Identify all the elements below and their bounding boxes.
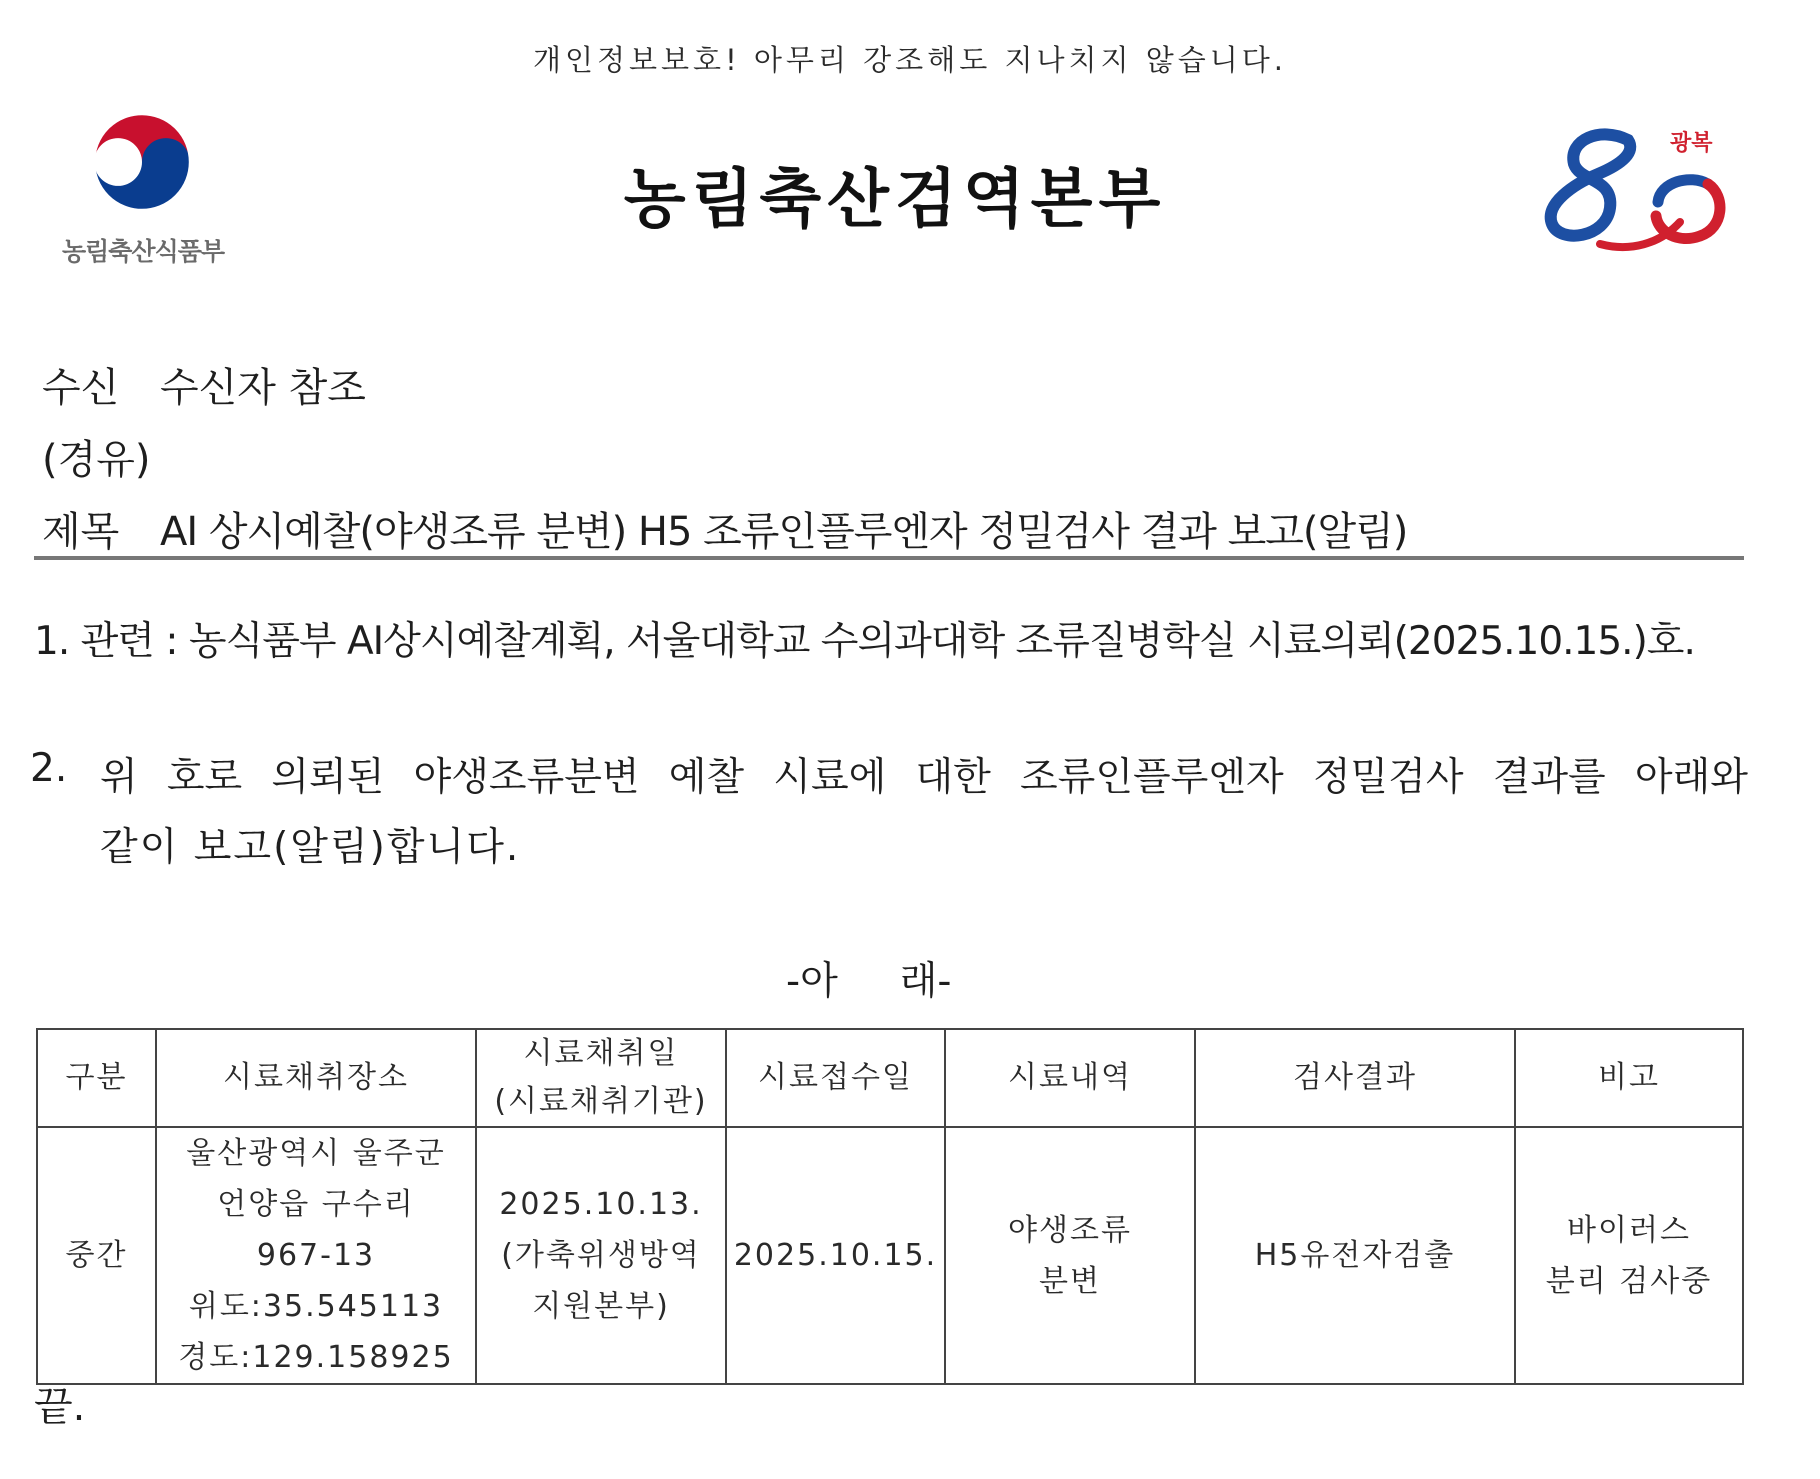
ministry-name: 농림축산식품부 — [61, 237, 225, 266]
cell-location: 울산광역시 울주군 언양읍 구수리 967-13 위도:35.545113 경도:129.158925 — [156, 1127, 476, 1384]
table-row — [37, 1127, 1743, 1384]
cell-collection-date: 2025.10.13. (가축위생방역 지원본부) — [476, 1127, 726, 1384]
subject-line — [42, 500, 1407, 557]
liberation-80th-logo — [1540, 112, 1740, 266]
header-result: 검사결과 — [1195, 1029, 1515, 1127]
header-sample: 시료내역 — [945, 1029, 1195, 1127]
para2-word: 정밀검사 — [1312, 755, 1464, 800]
para2-word: 야생조류분변 — [413, 755, 640, 800]
paragraph-2-number: 2. — [30, 746, 68, 791]
notice-heading: -아 래- — [786, 959, 952, 1004]
table-header-row — [37, 1029, 1743, 1127]
para2-word: 의뢰된 — [271, 755, 385, 800]
subject-label: 제목 — [42, 509, 120, 555]
agency-title: 농림축산검역본부 — [623, 163, 1167, 237]
end-mark: 끝. — [34, 1384, 86, 1430]
para2-word: 대한 — [915, 755, 991, 800]
para2-word: 시료에 — [773, 755, 887, 800]
recipient-line — [42, 356, 366, 413]
paragraph-2-line-2: 같이 보고(알림)합니다. — [100, 825, 521, 870]
cell-received-date: 2025.10.15. — [726, 1127, 945, 1384]
cell-sample: 야생조류 분변 — [945, 1127, 1195, 1384]
header-category: 구분 — [37, 1029, 156, 1127]
para2-word: 호로 — [166, 755, 243, 800]
cell-result: H5유전자검출 — [1195, 1127, 1515, 1384]
header-location: 시료채취장소 — [156, 1029, 476, 1127]
recipient-value: 수신자 참조 — [160, 365, 366, 411]
anniversary-80-emblem-icon — [1540, 112, 1740, 262]
subject-value: AI 상시예찰(야생조류 분변) H5 조류인플루엔자 정밀검사 결과 보고(알림) — [160, 509, 1408, 555]
header-remarks: 비고 — [1515, 1029, 1743, 1127]
results-table — [36, 1028, 1744, 1385]
para2-word: 아래와 — [1634, 755, 1748, 800]
header-collection-date: 시료채취일 (시료채취기관) — [476, 1029, 726, 1127]
privacy-slogan: 개인정보보호! 아무리 강조해도 지나치지 않습니다. — [532, 43, 1287, 77]
subject-divider — [34, 556, 1744, 560]
paragraph-2-line-1 — [100, 746, 1748, 802]
para2-word: 예찰 — [668, 755, 745, 800]
para2-word: 조류인플루엔자 — [1019, 755, 1284, 800]
cell-remarks: 바이러스 분리 검사중 — [1515, 1127, 1743, 1384]
anniversary-label: 광복 — [1670, 131, 1713, 156]
cell-category: 중간 — [37, 1127, 156, 1384]
via-line: (경유) — [42, 437, 151, 483]
recipient-label: 수신 — [42, 365, 120, 411]
paragraph-1: 1. 관련 : 농식품부 AI상시예찰계획, 서울대학교 수의과대학 조류질병학실 시료의뢰(2025.10.15.)호. — [34, 619, 1695, 664]
header-received-date: 시료접수일 — [726, 1029, 945, 1127]
para2-word: 위 — [100, 755, 138, 800]
para2-word: 결과를 — [1492, 755, 1606, 800]
